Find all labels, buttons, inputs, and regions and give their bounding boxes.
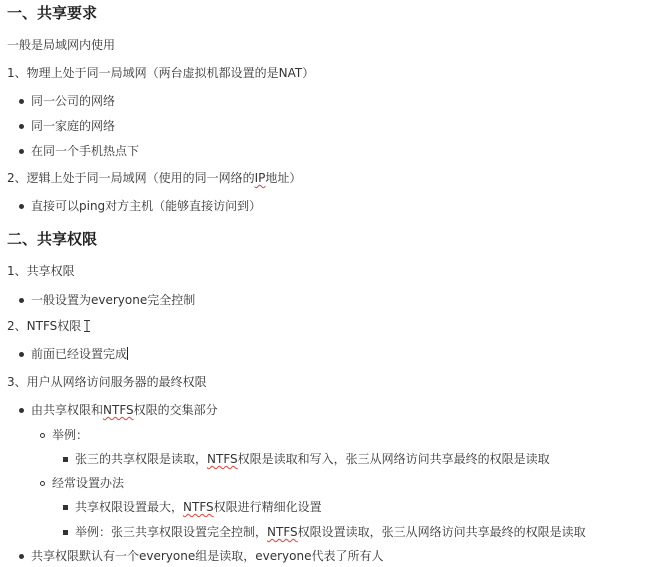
bullet-circle-icon (40, 433, 45, 438)
list-item (31, 402, 218, 418)
bullet-disc-icon (19, 149, 24, 154)
ntfs-text: NTFS (183, 500, 214, 514)
bullet-disc-icon (19, 204, 24, 209)
list-item: 一般设置为everyone完全控制 (31, 293, 196, 307)
section2-heading: 二、共享权限 (7, 230, 98, 248)
bullet-square-icon (63, 457, 68, 462)
bullet-square-icon (63, 530, 68, 535)
text-pre: 由共享权限和 (31, 403, 104, 417)
text-caret (127, 347, 128, 360)
bullet-disc-icon (19, 554, 24, 559)
bullet-circle-icon (40, 481, 45, 486)
bullet-disc-icon (19, 298, 24, 303)
ntfs-text: NTFS (267, 525, 298, 539)
section2-item1: 1、共享权限 (7, 264, 75, 278)
section1-heading: 一、共享要求 (7, 4, 98, 22)
text-post: 权限的交集部分 (133, 403, 218, 417)
list-item-text: 前面已经设置完成 (31, 347, 128, 361)
text-post: 权限是读取和写入，张三从网络访问共享最终的权限是读取 (237, 452, 550, 466)
text-pre: 举例：张三共享权限设置完全控制， (75, 525, 268, 539)
list-item (31, 346, 128, 362)
ntfs-text: NTFS (103, 403, 134, 417)
list-item: 经常设置办法 (52, 476, 125, 490)
list-item (75, 451, 550, 467)
list-item: 同一公司的网络 (31, 94, 116, 108)
list-item: 在同一个手机热点下 (31, 144, 140, 158)
bullet-square-icon (63, 505, 68, 510)
list-item: 同一家庭的网络 (31, 119, 116, 133)
list-item: 举例： (52, 428, 89, 442)
bullet-disc-icon (19, 124, 24, 129)
item2-text-pre: 2、逻辑上处于同一局域网（使用的同一网络的 (7, 171, 255, 185)
bullet-disc-icon (19, 99, 24, 104)
list-item: 共享权限默认有一个everyone组是读取，everyone代表了所有人 (31, 549, 384, 563)
section1-item2 (7, 170, 301, 186)
section2-item3: 3、用户从网络访问服务器的最终权限 (7, 375, 207, 389)
item2-text-post: 地址） (265, 171, 302, 185)
section2-item2 (7, 318, 81, 334)
item2-label: 2、NTFS权限 (7, 319, 82, 333)
text-post: 权限进行精细化设置 (213, 500, 322, 514)
text-post: 权限设置读取，张三从网络访问共享最终的权限是读取 (297, 525, 586, 539)
text-pre: 共享权限设置最大， (75, 500, 184, 514)
section1-item1: 1、物理上处于同一局域网（两台虚拟机都设置的是NAT） (7, 66, 315, 80)
text-cursor-icon (84, 320, 90, 332)
bullet-disc-icon (19, 352, 24, 357)
list-item (75, 524, 586, 540)
list-item (75, 499, 322, 515)
bullet-disc-icon (19, 408, 24, 413)
section1-intro: 一般是局域网内使用 (7, 38, 116, 52)
item2-ip-text: IP (254, 171, 266, 185)
text-pre: 张三的共享权限是读取， (75, 452, 208, 466)
ntfs-text: NTFS (207, 452, 238, 466)
list-item: 直接可以ping对方主机（能够直接访问到） (31, 199, 262, 213)
